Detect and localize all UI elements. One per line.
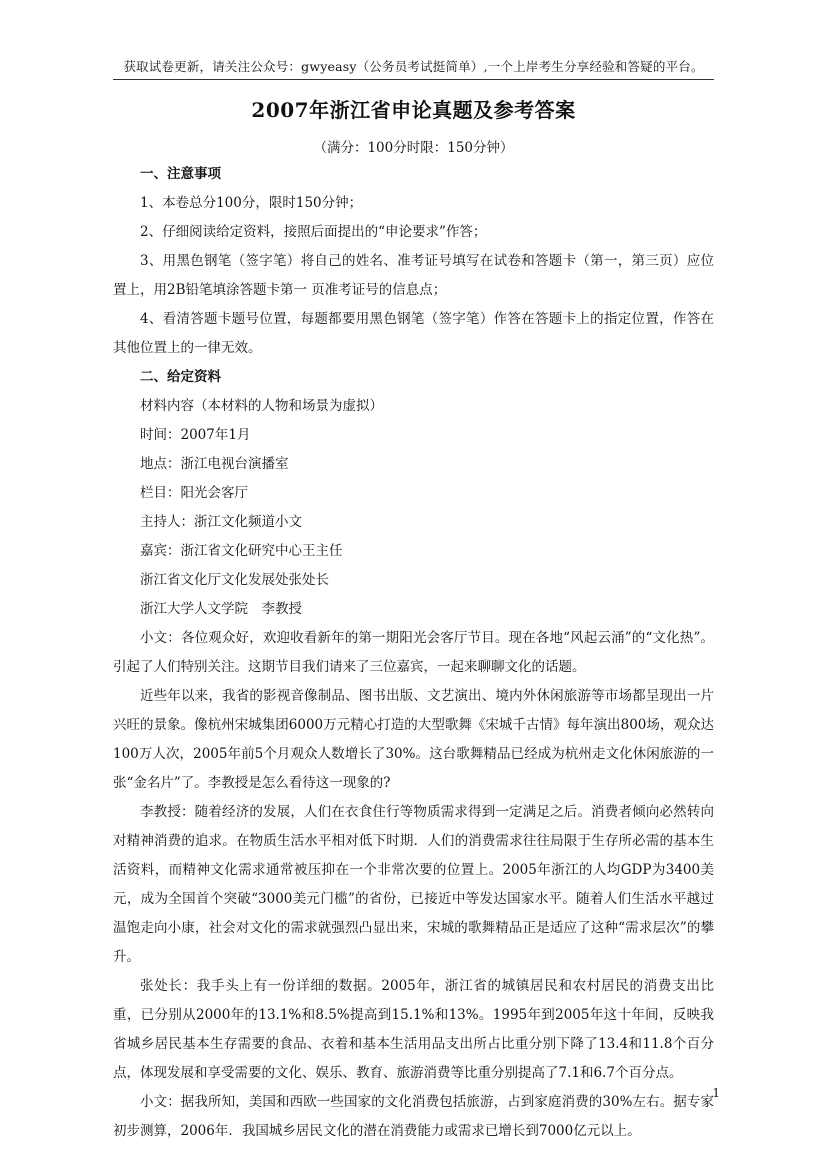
notes-item-1: 1、本卷总分100分，限时150分钟； bbox=[140, 195, 363, 211]
material-paragraph: 小文：各位观众好，欢迎收看新年的第一期阳光会客厅节目。现在各地“风起云涌”的“文化热”。引起了人们特别关注。这期节目我们请来了三位嘉宾，一起来聊聊文化的话题。 bbox=[113, 630, 714, 675]
section-heading-notes: 一、注意事项 bbox=[140, 166, 221, 182]
material-info-line: 嘉宾：浙江省文化研究中心王主任 bbox=[140, 543, 343, 559]
material-paragraph: 李教授：随着经济的发展，人们在衣食住行等物质需求得到一定满足之后。消费者倾向必然转向对精神消费的追求。在物质生活水平相对低下时期．人们的消费需求往往局限于生存所必需的基本生活资料，而精神文化需求通常被压抑在一个非常次要的位置上。2005年浙江的人均GDP为3400美元，成为全国首个突破“3000美元门槛”的省份，已接近中等发达国家水平。随着人们生活水平越过温饱走向小康，社会对文化的需求就强烈凸显出来，宋城的歌舞精品正是适应了这种“需求层次”的攀升。 bbox=[113, 804, 714, 965]
material-info-line: 浙江省文化厅文化发展处张处长 bbox=[140, 572, 329, 588]
material-info-line: 主持人：浙江文化频道小文 bbox=[140, 514, 302, 530]
header-divider bbox=[113, 79, 714, 80]
notes-item-3: 3、用黑色钢笔（签字笔）将自己的姓名、准考证号填写在试卷和答题卡（第一，第三页）应位置上，用2B铅笔填涂答题卡第一 页准考证号的信息点； bbox=[113, 253, 714, 298]
material-paragraph: 张处长：我手头上有一份详细的数据。2005年，浙江省的城镇居民和农村居民的消费支出比重，已分别从2000年的13.1%和8.5%提高到15.1%和13%。1995年到2005年这十年间，反映我省城乡居民基本生存需要的食品、衣着和基本生活用品支出所占比重分别下降了13.4和11.8个百分点，体现发展和享受需要的文化、娱乐、教育、旅游消费等比重分别提高了7.1和6.7个百分点。 bbox=[113, 978, 714, 1081]
material-paragraph: 小文：据我所知，美国和西欧一些国家的文化消费包括旅游，占到家庭消费的30%左右。据专家初步测算，2006年．我国城乡居民文化的潜在消费能力或需求已增长到7000亿元以上。 bbox=[113, 1094, 714, 1139]
material-info-line: 浙江大学人文学院 李教授 bbox=[140, 601, 302, 617]
material-paragraph: 近些年以来，我省的影视音像制品、图书出版、文艺演出、境内外休闲旅游等市场都呈现出一片兴旺的景象。像杭州宋城集团6000万元精心打造的大型歌舞《宋城千古情》每年演出800场，观众达100万人次，2005年前5个月观众人数增长了30%。这台歌舞精品已经成为杭州走文化休闲旅游的一张“金名片”了。李教授是怎么看待这一现象的? bbox=[113, 688, 714, 791]
material-info-line: 栏目：阳光会客厅 bbox=[140, 485, 248, 501]
section-heading-materials: 二、给定资料 bbox=[140, 369, 221, 385]
document-subtitle: （满分：100分时限：150分钟） bbox=[313, 140, 514, 156]
notes-item-4: 4、看清答题卡题号位置，每题都要用黑色钢笔（签字笔）作答在答题卡上的指定位置，作答在其他位置上的一律无效。 bbox=[113, 311, 714, 356]
material-info-line: 时间：2007年1月 bbox=[140, 427, 251, 443]
page-number: 1 bbox=[712, 1086, 720, 1100]
document-title: 2007年浙江省申论真题及参考答案 bbox=[251, 98, 576, 122]
notes-item-2: 2、仔细阅读给定资料，接照后面提出的“申论要求”作答； bbox=[140, 224, 487, 240]
material-info-line: 地点：浙江电视台演播室 bbox=[140, 456, 289, 472]
page-header-notice: 获取试卷更新，请关注公众号：gwyeasy（公务员考试挺简单）,一个上岸考生分享经验和答疑的平台。 bbox=[123, 59, 704, 74]
document-body bbox=[113, 160, 714, 1146]
material-info-line: 材料内容（本材料的人物和场景为虚拟） bbox=[140, 398, 383, 414]
